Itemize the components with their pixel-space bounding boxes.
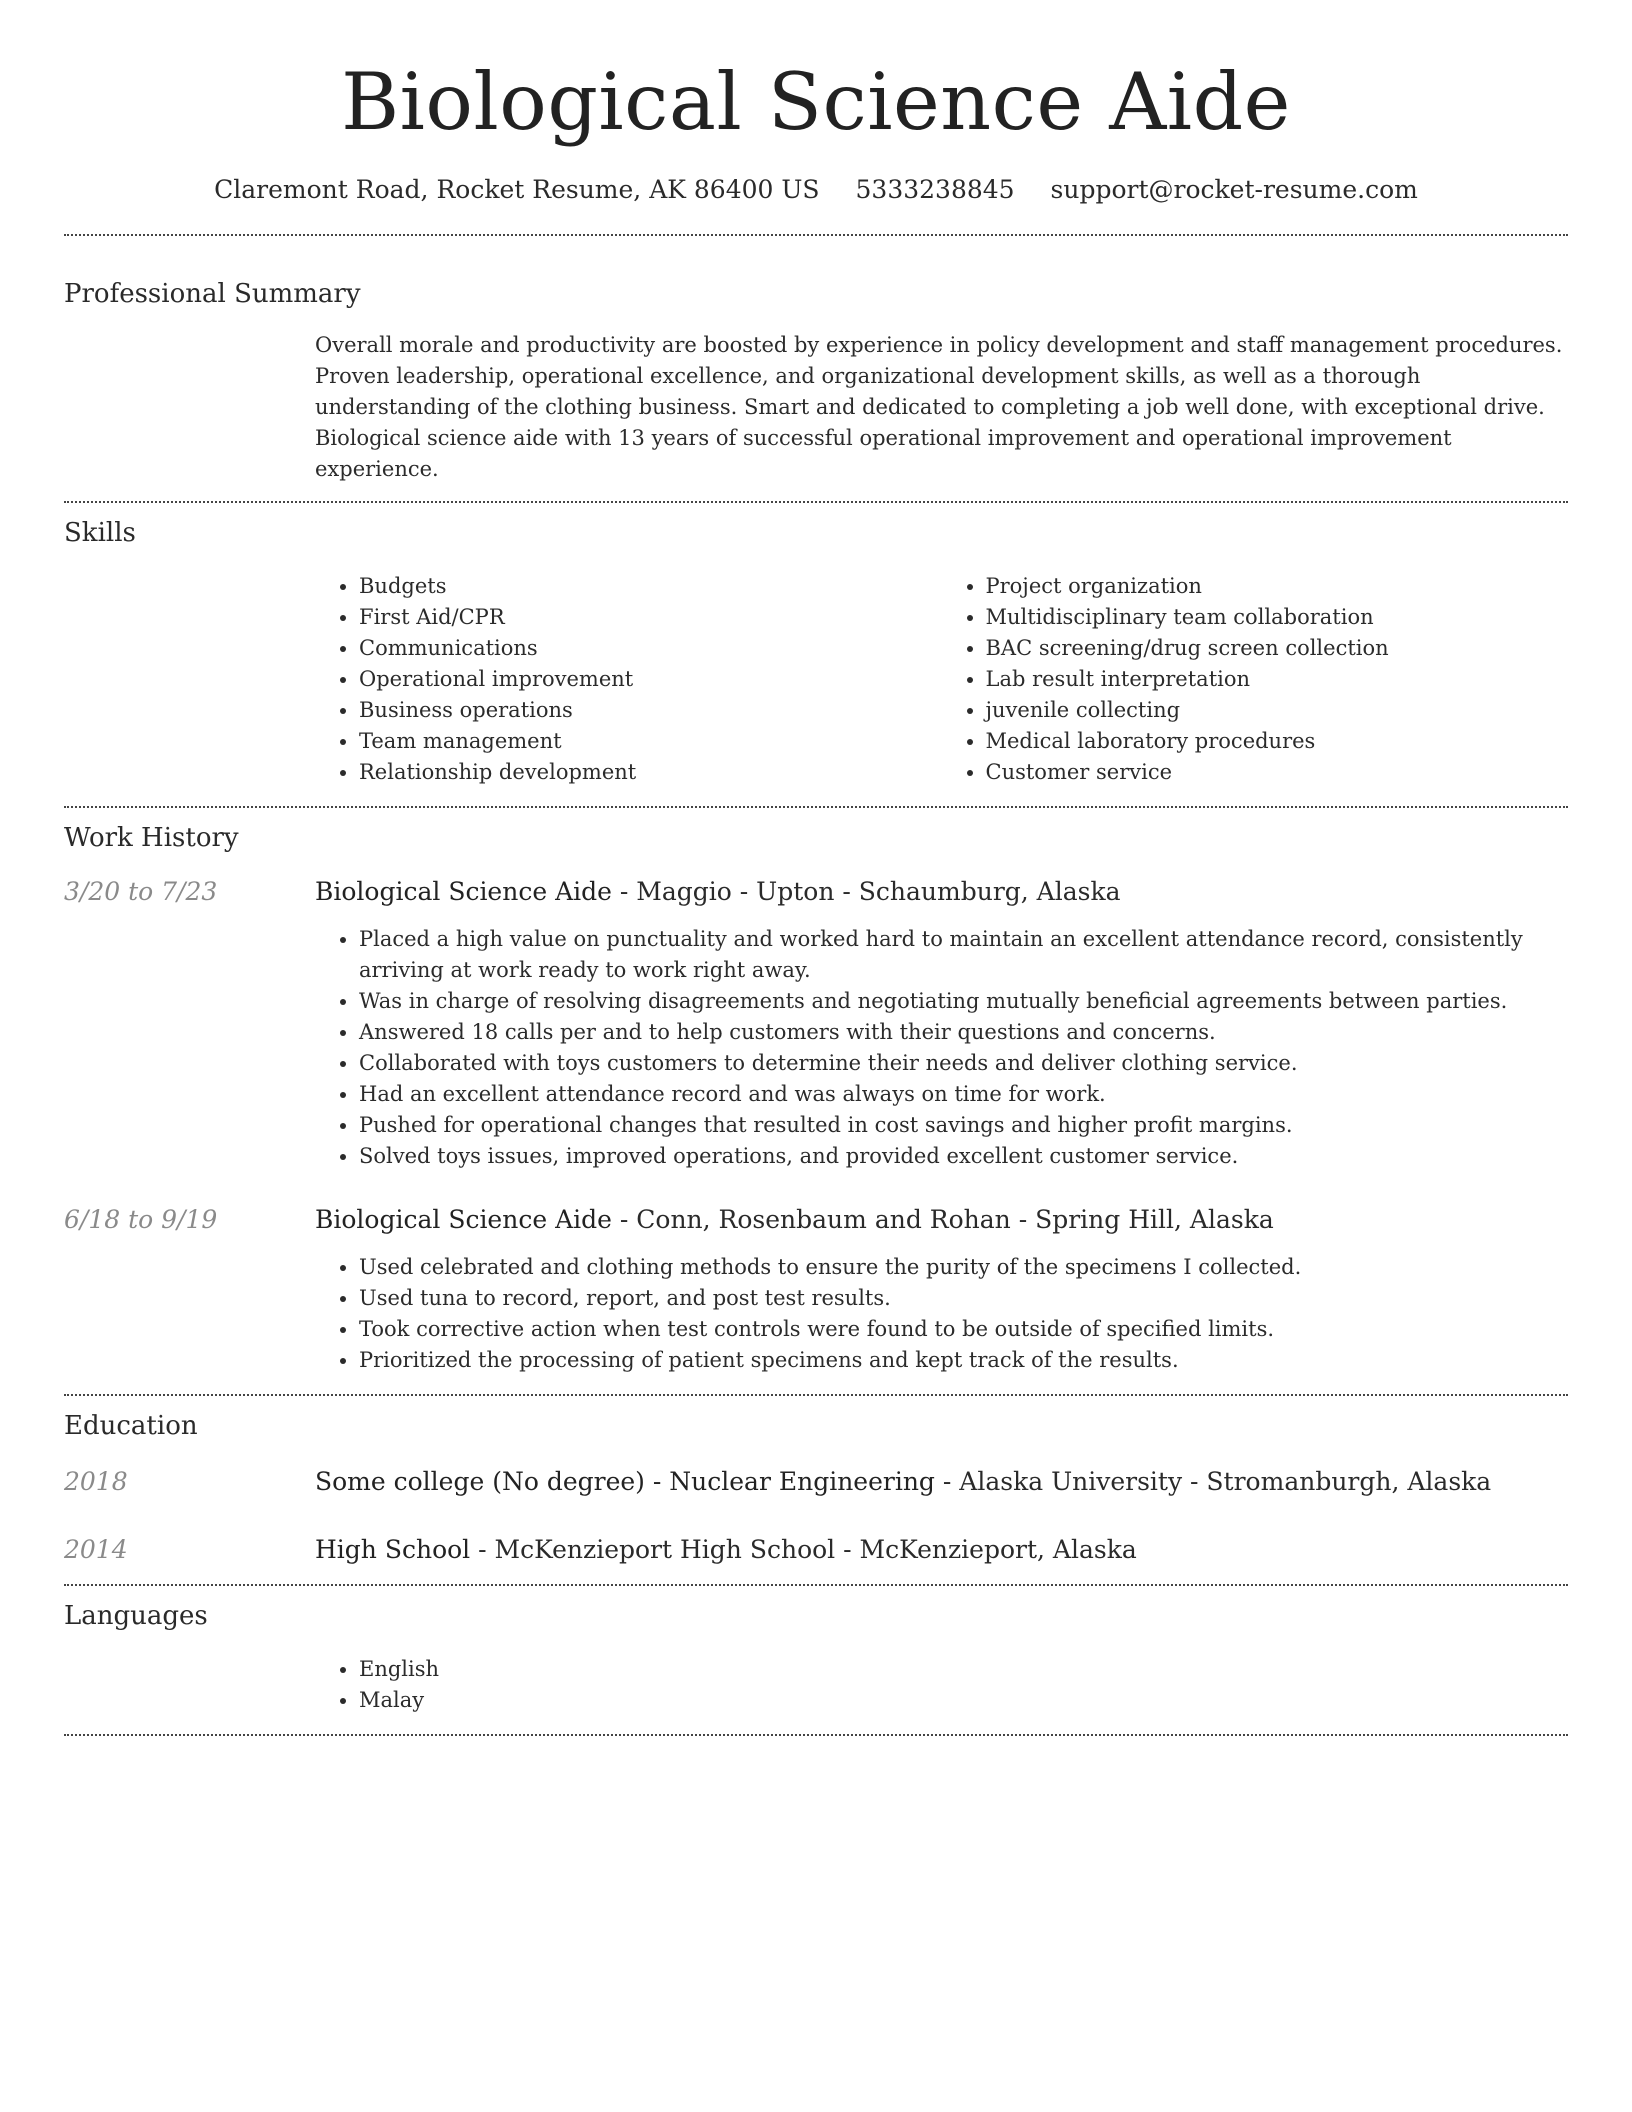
languages-section — [64, 1598, 1568, 1716]
job-title — [315, 1202, 1274, 1238]
job-bullets — [315, 924, 1568, 1172]
list-item: • Team management — [359, 726, 942, 757]
education-details: - McKenzieport High School - McKenzieport, Alaska — [470, 1535, 1137, 1564]
summary-section — [64, 276, 1568, 485]
education-year: 2014 — [64, 1535, 128, 1564]
skills-columns — [315, 571, 1568, 788]
job-header — [64, 874, 1568, 910]
education-degree: Some college (No degree) - Nuclear Engineering — [315, 1467, 935, 1496]
list-item: • Operational improvement — [359, 664, 942, 695]
list-item: • Had an excellent attendance record and was always on time for work. — [359, 1079, 1568, 1110]
list-item: • Budgets — [359, 571, 942, 602]
education-entry — [64, 1532, 1568, 1568]
list-item: • Medical laboratory procedures — [986, 726, 1569, 757]
list-item: • Placed a high value on punctuality and worked hard to maintain an excellent attendance record, consistently arriving at work ready to work right away. — [359, 924, 1568, 986]
contact-address: Claremont Road, Rocket Resume, AK 86400 US — [214, 175, 820, 204]
list-item: • Took corrective action when test controls were found to be outside of specified limits. — [359, 1314, 1568, 1345]
job-header — [64, 1202, 1568, 1238]
list-item: • BAC screening/drug screen collection — [986, 633, 1569, 664]
divider — [64, 1734, 1568, 1736]
education-year: 2018 — [64, 1467, 128, 1496]
contact-line — [64, 172, 1568, 208]
education-section — [64, 1408, 1568, 1568]
list-item: • juvenile collecting — [986, 695, 1569, 726]
list-item: • Project organization — [986, 571, 1569, 602]
education-title — [315, 1464, 1491, 1500]
job-role: Biological Science Aide — [315, 1205, 612, 1234]
list-item: • Prioritized the processing of patient specimens and kept track of the results. — [359, 1345, 1568, 1376]
job-entry — [64, 874, 1568, 1172]
section-title-education: Education — [64, 1411, 198, 1441]
skills-section — [64, 515, 1568, 788]
list-item: • Communications — [359, 633, 942, 664]
job-details: - Maggio - Upton - Schaumburg, Alaska — [611, 877, 1121, 906]
summary-text: Overall morale and productivity are boosted by experience in policy development and staff management procedures. Proven leadership, operational excellence, and organizational development skills, as well as a thorough understanding of the clothing business. Smart and dedicated to completing a job well done, with exceptional drive. Biological science aide with 13 years of successful operational improvement and operational improvement experience. — [315, 333, 1563, 481]
resume-name: Biological Science Aide — [341, 56, 1291, 148]
divider — [64, 1584, 1568, 1586]
list-item: • Business operations — [359, 695, 942, 726]
skills-list-right — [942, 571, 1569, 788]
job-details: - Conn, Rosenbaum and Rohan - Spring Hill, Alaska — [611, 1205, 1274, 1234]
list-item: • Malay — [359, 1685, 1568, 1716]
education-details: - Alaska University - Stromanburgh, Alaska — [934, 1467, 1492, 1496]
list-item: • Used tuna to record, report, and post test results. — [359, 1283, 1568, 1314]
resume-page — [64, 0, 1568, 1736]
work-history-section — [64, 820, 1568, 1376]
list-item: • Multidisciplinary team collaboration — [986, 602, 1569, 633]
education-degree: High School — [315, 1535, 471, 1564]
job-dates: 6/18 to 9/19 — [64, 1205, 218, 1234]
divider — [64, 806, 1568, 808]
list-item: • Lab result interpretation — [986, 664, 1569, 695]
job-bullets — [315, 1252, 1568, 1376]
list-item: • Collaborated with toys customers to determine their needs and deliver clothing service. — [359, 1048, 1568, 1079]
education-entry — [64, 1464, 1568, 1500]
job-title — [315, 874, 1121, 910]
divider — [64, 234, 1568, 236]
list-item: • Customer service — [986, 757, 1569, 788]
section-title-work: Work History — [64, 823, 239, 853]
divider — [64, 1394, 1568, 1396]
section-title-languages: Languages — [64, 1601, 208, 1631]
section-title-skills: Skills — [64, 518, 136, 548]
list-item: • First Aid/CPR — [359, 602, 942, 633]
contact-phone: 5333238845 — [855, 175, 1015, 204]
job-role: Biological Science Aide — [315, 877, 612, 906]
list-item: • Used celebrated and clothing methods to ensure the purity of the specimens I collected. — [359, 1252, 1568, 1283]
job-entry — [64, 1202, 1568, 1376]
list-item: • Pushed for operational changes that resulted in cost savings and higher profit margins. — [359, 1110, 1568, 1141]
list-item: • Was in charge of resolving disagreements and negotiating mutually beneficial agreements between parties. — [359, 986, 1568, 1017]
list-item: • English — [359, 1654, 1568, 1685]
section-title-summary: Professional Summary — [64, 279, 361, 309]
contact-email: support@rocket-resume.com — [1050, 175, 1418, 204]
languages-list — [315, 1654, 1568, 1716]
list-item: • Relationship development — [359, 757, 942, 788]
list-item: • Answered 18 calls per and to help customers with their questions and concerns. — [359, 1017, 1568, 1048]
skills-list-left — [315, 571, 942, 788]
job-dates: 3/20 to 7/23 — [64, 877, 218, 906]
divider — [64, 501, 1568, 503]
list-item: • Solved toys issues, improved operations, and provided excellent customer service. — [359, 1141, 1568, 1172]
education-title — [315, 1532, 1137, 1568]
